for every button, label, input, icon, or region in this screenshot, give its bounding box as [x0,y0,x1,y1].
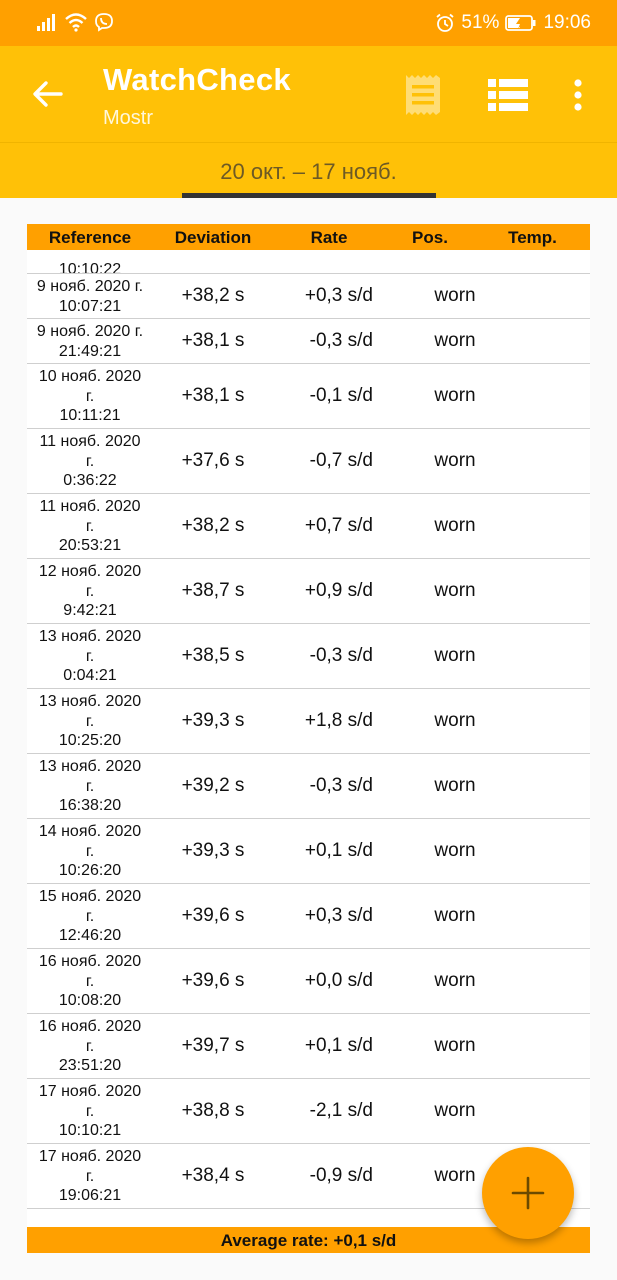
cell-position: worn [434,515,476,536]
cell-position: worn [434,1035,476,1056]
table-row[interactable] [27,559,590,624]
cell-reference [27,626,153,686]
cell-rate: +0,1 s/d [304,840,373,861]
cell-position: worn [434,285,476,306]
reference-line: г. [85,647,95,665]
plus-icon [510,1175,546,1211]
watch-name: Mostr [103,107,153,129]
reference-line: 10:10:22 [58,261,122,273]
viber-icon [94,12,114,32]
reference-line: 16:38:20 [58,797,122,815]
reference-line: 12 нояб. 2020 [38,563,142,581]
reference-line: г. [85,777,95,795]
reference-line: г. [85,907,95,925]
cell-reference [27,951,153,1011]
cell-deviation: +38,8 s [181,1100,245,1121]
reference-line: 16 нояб. 2020 [38,953,142,971]
table-row[interactable] [27,364,590,429]
cell-rate: +0,0 s/d [304,970,373,991]
reference-line: 13 нояб. 2020 [38,693,142,711]
cell-rate: -0,9 s/d [309,1165,373,1186]
cell-deviation: +39,6 s [181,970,245,991]
reference-line: г. [85,452,95,470]
reference-line: г. [85,842,95,860]
header-position: Pos. [412,228,448,247]
cell-rate: -0,7 s/d [309,450,373,471]
cell-rate: -0,3 s/d [309,775,373,796]
reference-line: 10:25:20 [58,732,122,750]
table-body [27,224,590,1209]
table-row[interactable] [27,1079,590,1144]
cell-rate: +1,8 s/d [304,710,373,731]
header-temperature: Temp. [508,228,557,247]
average-rate-bar: Average rate: +0,1 s/d [27,1227,590,1253]
cell-reference [27,561,153,621]
period-tab-bar [0,142,617,198]
clock: 19:06 [543,12,591,33]
cell-reference [27,886,153,946]
reference-line: г. [85,1167,95,1185]
cell-deviation: +39,7 s [181,1035,245,1056]
reference-line: 17 нояб. 2020 [38,1083,142,1101]
reference-line: 9:42:21 [63,602,117,620]
app-bar [0,46,617,142]
table-row[interactable] [27,494,590,559]
signal-icon [36,12,58,32]
arrow-left-icon[interactable] [28,74,68,114]
alarm-icon [435,13,455,33]
cell-reference [27,321,153,361]
reference-line: 10:11:21 [59,407,121,425]
receipt-icon[interactable] [402,73,444,117]
table-row[interactable] [27,689,590,754]
cell-position: worn [434,580,476,601]
reference-line: 20:53:21 [58,537,122,555]
table-row[interactable] [27,429,590,494]
header-rate: Rate [310,228,348,247]
cell-reference [27,1081,153,1141]
reference-line: г. [85,582,95,600]
reference-line: 10 нояб. 2020 [38,368,142,386]
header-deviation: Deviation [174,228,252,247]
reference-line: 10:10:21 [58,1122,122,1140]
cell-reference [27,259,153,273]
cell-deviation: +39,3 s [181,710,245,731]
reference-line: 19:06:21 [58,1187,122,1205]
cell-deviation: +38,5 s [181,645,245,666]
cell-deviation: +39,2 s [181,775,245,796]
tab-period[interactable]: 20 окт. – 17 нояб. [220,159,397,184]
table-row[interactable] [27,319,590,364]
reference-line: 0:36:22 [63,472,117,490]
reference-line: 0:04:21 [63,667,117,685]
wifi-icon [64,12,88,32]
reference-line: г. [85,972,95,990]
battery-percent: 51% [461,12,500,33]
tab-indicator [182,193,436,198]
cell-position: worn [434,450,476,471]
reference-line: 13 нояб. 2020 [38,758,142,776]
reference-line: 17 нояб. 2020 [38,1148,142,1166]
cell-rate: -0,3 s/d [309,330,373,351]
add-measurement-button[interactable] [482,1147,574,1239]
reference-line: г. [85,387,95,405]
cell-position: worn [434,970,476,991]
table-row[interactable] [27,1014,590,1079]
cell-rate: +0,3 s/d [304,905,373,926]
reference-line: г. [85,1037,95,1055]
cell-rate: +0,3 s/d [304,285,373,306]
reference-line: 16 нояб. 2020 [38,1018,142,1036]
cell-rate: -2,1 s/d [309,1100,373,1121]
cell-deviation: +38,1 s [181,385,245,406]
reference-line: 11 нояб. 2020 [39,498,141,516]
cell-reference [27,821,153,881]
cell-deviation: +38,1 s [181,330,245,351]
cell-position: worn [434,1165,476,1186]
table-row[interactable] [27,949,590,1014]
cell-reference [27,1016,153,1076]
reference-line: 9 нояб. 2020 г. [36,278,144,295]
table-header [27,224,590,250]
cell-position: worn [434,905,476,926]
cell-position: worn [434,710,476,731]
reference-line: 21:49:21 [58,342,122,360]
cell-position: worn [434,1100,476,1121]
reference-line: 15 нояб. 2020 [38,888,142,906]
table-row[interactable] [27,624,590,689]
cell-position: worn [434,385,476,406]
reference-line: 13 нояб. 2020 [38,628,142,646]
cell-reference [27,1146,153,1206]
reference-line: 9 нояб. 2020 г. [36,323,144,340]
app-title: WatchCheck [103,62,291,97]
table-row[interactable] [27,274,590,319]
measurements-table[interactable] [27,224,590,1227]
table-row[interactable] [27,819,590,884]
cell-deviation: +39,6 s [181,905,245,926]
cell-reference [27,756,153,816]
reference-line: 23:51:20 [58,1057,122,1075]
status-bar [0,0,617,46]
cell-position: worn [434,645,476,666]
cell-rate: +0,1 s/d [304,1035,373,1056]
reference-line: 12:46:20 [58,927,122,945]
reference-line: 10:08:20 [58,992,122,1010]
cell-deviation: +38,4 s [181,1165,245,1186]
cell-reference [27,691,153,751]
cell-reference [27,431,153,491]
reference-line: г. [85,1102,95,1120]
battery-charging-icon [505,14,537,32]
cell-reference [27,276,153,316]
cell-reference [27,366,153,426]
table-row[interactable] [27,754,590,819]
cell-rate: -0,1 s/d [309,385,373,406]
cell-position: worn [434,330,476,351]
cell-deviation: +38,2 s [181,285,245,306]
cell-deviation: +37,6 s [181,450,245,471]
cell-rate: -0,3 s/d [309,645,373,666]
reference-line: 10:07:21 [58,297,122,315]
cell-position: worn [434,840,476,861]
cell-deviation: +38,2 s [181,515,245,536]
cell-deviation: +38,7 s [181,580,245,601]
more-vert-icon[interactable] [566,76,590,114]
reference-line: 11 нояб. 2020 [39,433,141,451]
cell-rate: +0,7 s/d [304,515,373,536]
header-reference: Reference [48,228,132,247]
reference-line: 10:26:20 [58,862,122,880]
reference-line: г. [85,712,95,730]
cell-rate: +0,9 s/d [304,580,373,601]
cell-deviation: +39,3 s [181,840,245,861]
reference-line: г. [85,517,95,535]
table-row[interactable] [27,884,590,949]
list-view-icon[interactable] [486,76,530,114]
cell-reference [27,496,153,556]
reference-line: 14 нояб. 2020 [38,823,142,841]
cell-position: worn [434,775,476,796]
